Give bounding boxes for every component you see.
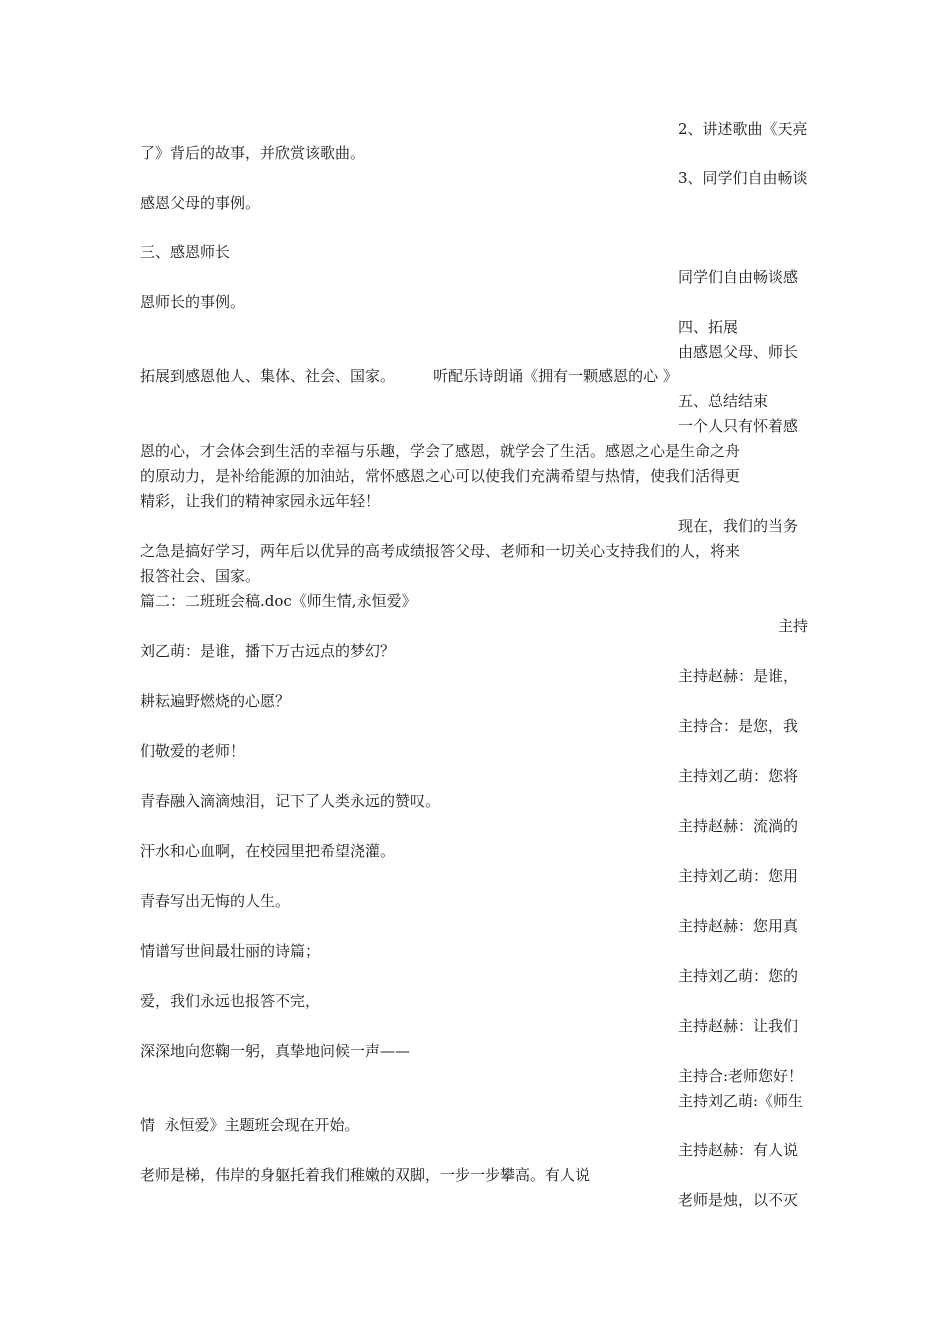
text-line: 了》背后的故事，并欣赏该歌曲。 bbox=[140, 144, 366, 162]
text-line: 们敬爱的老师！ bbox=[140, 742, 246, 760]
text-line: 主持赵赫：有人说 bbox=[678, 1141, 799, 1159]
section-heading: 篇二：二班班会稿.doc《师生情,永恒爱》 bbox=[140, 592, 417, 610]
text-line: 主持赵赫：让我们 bbox=[678, 1017, 799, 1035]
section-heading: 三、感恩师长 bbox=[140, 243, 231, 261]
text-line: 同学们自由畅谈感 bbox=[678, 268, 799, 286]
text-line: 的原动力，是补给能源的加油站，常怀感恩之心可以使我们充满希望与热情，使我们活得更 bbox=[140, 467, 741, 485]
text-line: 现在，我们的当务 bbox=[678, 517, 799, 535]
text-line: 精彩，让我们的精神家园永远年轻！ bbox=[140, 492, 381, 510]
text-line: 由感恩父母、师长 bbox=[678, 343, 799, 361]
text-line: 恩师长的事例。 bbox=[140, 293, 246, 311]
text-line: 老师是梯，伟岸的身躯托着我们稚嫩的双脚，一步一步攀高。有人说 bbox=[140, 1166, 591, 1184]
text-line: 报答社会、国家。 bbox=[140, 567, 261, 585]
text-line: 老师是烛，以不灭 bbox=[678, 1191, 799, 1209]
text-line: 情谱写世间最壮丽的诗篇； bbox=[140, 942, 321, 960]
text-line: 拓展到感恩他人、集体、社会、国家。 听配乐诗朗诵《拥有一颗感恩的心 》 bbox=[140, 367, 678, 385]
text-line: 主持赵赫：您用真 bbox=[678, 917, 799, 935]
text-line: 青春融入滴滴烛泪，记下了人类永远的赞叹。 bbox=[140, 792, 441, 810]
text-line: 深深地向您鞠一躬，真挚地问候一声—— bbox=[140, 1042, 411, 1060]
text-line: 主持赵赫：是谁， bbox=[678, 667, 799, 685]
text-line: 汗水和心血啊，在校园里把希望浇灌。 bbox=[140, 842, 396, 860]
text-line: 青春写出无悔的人生。 bbox=[140, 892, 291, 910]
text-line: 主持刘乙萌：您用 bbox=[678, 867, 799, 885]
text-line: 刘乙萌：是谁，播下万古远点的梦幻？ bbox=[140, 642, 396, 660]
text-line: 爱，我们永远也报答不完， bbox=[140, 992, 321, 1010]
text-line: 主持刘乙萌：您将 bbox=[678, 767, 799, 785]
text-line: 主持刘乙萌：您的 bbox=[678, 967, 799, 985]
text-line: 3、同学们自由畅谈 bbox=[678, 169, 808, 187]
text-line: 一个人只有怀着感 bbox=[678, 417, 799, 435]
section-heading: 四、拓展 bbox=[678, 318, 739, 336]
text-line: 主持刘乙萌:《师生 bbox=[678, 1092, 804, 1110]
section-heading: 五、总结结束 bbox=[678, 392, 769, 410]
text-line: 感恩父母的事例。 bbox=[140, 194, 261, 212]
text-line: 主持 bbox=[778, 617, 809, 635]
text-line: 主持合：是您，我 bbox=[678, 717, 799, 735]
text-line: 之急是搞好学习，两年后以优异的高考成绩报答父母、老师和一切关心支持我们的人，将来 bbox=[140, 542, 741, 560]
text-line: 恩的心，才会体会到生活的幸福与乐趣，学会了感恩，就学会了生活。感恩之心是生命之舟 bbox=[140, 442, 741, 460]
text-line: 2、讲述歌曲《天亮 bbox=[678, 120, 808, 138]
text-line: 耕耘遍野燃烧的心愿？ bbox=[140, 692, 291, 710]
text-line: 情 永恒爱》主题班会现在开始。 bbox=[140, 1116, 360, 1134]
text-line: 主持赵赫：流淌的 bbox=[678, 817, 799, 835]
text-line: 主持合:老师您好！ bbox=[678, 1067, 804, 1085]
